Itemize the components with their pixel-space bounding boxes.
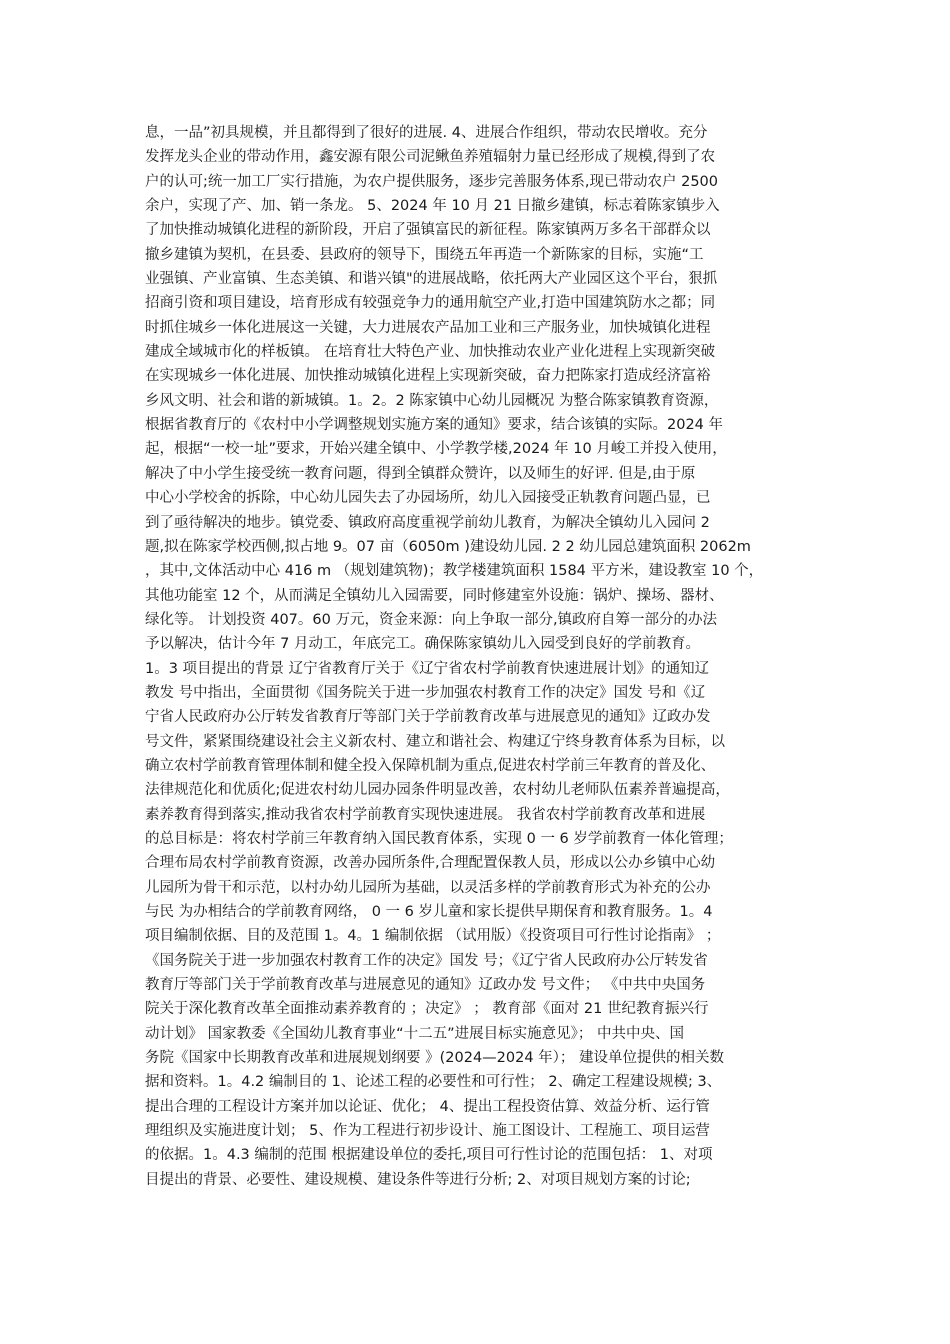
text-line: 解决了中小学生接受统一教育问题，得到全镇群众赞许，以及师生的好评. 但是,由于原 [145, 465, 696, 482]
text-line: 务院《国家中长期教育改革和进展规划纲要 》(2024—2024 年）； 建设单位提供的相关数 [145, 1050, 725, 1067]
text-line: ，其中,文体活动中心 416 m （规划建筑物)；教学楼建筑面积 1584 平方米，建设教室 10 个， [145, 563, 764, 580]
text-line: 理组织及实施进度计划； 5、作为工程进行初步设计、施工图设计、工程施工、项目运营 [145, 1123, 710, 1140]
text-line: 到了亟待解决的地步。镇党委、镇政府高度重视学前幼儿教育，为解决全镇幼儿入园问 2 [145, 514, 710, 531]
body-text [145, 121, 813, 1192]
text-line: 教发 号中指出，全面贯彻《国务院关于进一步加强农村教育工作的决定》国发 号和《辽 [145, 684, 706, 701]
text-line: 余户，实现了产、加、销一条龙。 5、2024 年 10 月 21 日撤乡建镇，标志着陈家镇步入 [145, 198, 720, 215]
text-line: 素养教育得到落实,推动我省农村学前教育实现快速进展。 我省农村学前教育改革和进展 [145, 806, 706, 823]
text-line: 号文件，紧紧围绕建设社会主义新农村、建立和谐社会、构建辽宁终身教育体系为目标，以 [145, 733, 725, 750]
text-line: 项目编制依据、目的及范围 1。4。1 编制依据 （试用版）《投资项目可行性讨论指南》 ； [145, 928, 721, 945]
text-line: 合理布局农村学前教育资源，改善办园所条件,合理配置保教人员，形成以公办乡镇中心幼 [145, 855, 716, 872]
text-line: 起，根据“一校一址”要求，开始兴建全镇中、小学教学楼,2024 年 10 月峻工并投入使用， [145, 441, 727, 458]
text-line: 目提出的背景、必要性、建设规模、建设条件等进行分析; 2、对项目规划方案的讨论; [145, 1171, 691, 1188]
text-line: 户的认可;统一加工厂实行措施，为农户提供服务，逐步完善服务体系,现已带动农户 2500 [145, 173, 719, 190]
text-line: 予以解决，估计今年 7 月动工，年底完工。确保陈家镇幼儿入园受到良好的学前教育。 [145, 636, 700, 653]
text-line: 教育厅等部门关于学前教育改革与进展意见的通知》辽政办发 号文件； 《中共中央国务 [145, 977, 706, 994]
text-line: 宁省人民政府办公厅转发省教育厅等部门关于学前教育改革与进展意见的通知》辽政办发 [145, 709, 711, 726]
text-line: 其他功能室 12 个，从而满足全镇幼儿入园需要，同时修建室外设施：锅炉、操场、器材、 [145, 587, 724, 604]
text-line: 动计划》 国家教委《全国幼儿教育事业“十二五”进展目标实施意见》； 中共中央、国 [145, 1025, 684, 1042]
text-line: 据和资料。1。4.2 编制目的 1、论述工程的必要性和可行性； 2、确定工程建设规模; 3、 [145, 1074, 722, 1091]
text-line: 院关于深化教育改革全面推动素养教育的 ；决定》 ； 教育部《面对 21 世纪教育振兴行 [145, 1001, 709, 1018]
text-line: 根据省教育厅的《农村中小学调整规划实施方案的通知》要求，结合该镇的实际。2024 年 [145, 417, 724, 434]
text-line: 法律规范化和优质化;促进农村幼儿园办园条件明显改善，农村幼儿老师队伍素养普遍提高， [145, 782, 730, 799]
text-line: 建成全域城市化的样板镇。 在培育壮大特色产业、加快推动农业产业化进程上实现新突破 [145, 344, 716, 361]
text-line: 的依据。1。4.3 编制的范围 根据建设单位的委托,项目可行性讨论的范围包括： 1、对项 [145, 1147, 713, 1164]
text-line: 发挥龙头企业的带动作用，鑫安源有限公司泥鳅鱼养殖辐射力量已经形成了规模,得到了农 [145, 149, 716, 166]
text-line: 乡风文明、社会和谐的新城镇。1。2。2 陈家镇中心幼儿园概况 为整合陈家镇教育资源， [145, 392, 719, 409]
text-line: 了加快推动城镇化进程的新阶段，开启了强镇富民的新征程。陈家镇两万多名干部群众以 [145, 222, 711, 239]
text-line: 息，一品”初具规模，并且都得到了很好的进展. 4、进展合作组织，带动农民增收。充分 [145, 125, 708, 141]
text-line: 中心小学校舍的拆除，中心幼儿园失去了办园场所，幼儿入园接受正轨教育问题凸显，已 [145, 490, 711, 507]
text-line: 时抓住城乡一体化进展这一关键，大力进展农产品加工业和三产服务业，加快城镇化进程 [145, 319, 711, 336]
text-line: 撤乡建镇为契机，在县委、县政府的领导下，围绕五年再造一个新陈家的目标，实施“工 [145, 246, 704, 263]
text-line: 与民 为办相结合的学前教育网络， 0 一 6 岁儿童和家长提供早期保育和教育服务。1。4 [145, 904, 713, 920]
text-line: 1。3 项目提出的背景 辽宁省教育厅关于《辽宁省农村学前教育快速进展计划》的通知辽 [145, 660, 710, 677]
text-line: 《国务院关于进一步加强农村教育工作的决定》国发 号；《辽宁省人民政府办公厅转发省 [145, 952, 708, 969]
text-line: 招商引资和项目建设，培育形成有较强竞争力的通用航空产业,打造中国建筑防水之都；同 [145, 295, 716, 312]
text-line: 题,拟在陈家学校西侧,拟占地 9。07 亩（6050m )建设幼儿园. 2 2 幼儿园总建筑面积 2062m [145, 538, 751, 555]
text-line: 确立农村学前教育管理体制和健全投入保障机制为重点,促进农村学前三年教育的普及化、 [145, 757, 716, 774]
text-line: 绿化等。 计划投资 407。60 万元，资金来源：向上争取一部分,镇政府自筹一部分的办法 [145, 611, 718, 628]
text-line: 业强镇、产业富镇、生态美镇、和谐兴镇"的进展战略，依托两大产业园区这个平台，狠抓 [145, 271, 718, 288]
text-line: 的总目标是：将农村学前三年教育纳入国民教育体系，实现 0 一 6 岁学前教育一体化管理； [145, 830, 733, 847]
text-line: 提出合理的工程设计方案并加以论证、优化； 4、提出工程投资估算、效益分析、运行管 [145, 1098, 710, 1115]
text-line: 儿园所为骨干和示范，以村办幼儿园所为基础，以灵活多样的学前教育形式为补充的公办 [145, 879, 711, 896]
text-line: 在实现城乡一体化进展、加快推动城镇化进程上实现新突破，奋力把陈家打造成经济富裕 [145, 368, 711, 385]
